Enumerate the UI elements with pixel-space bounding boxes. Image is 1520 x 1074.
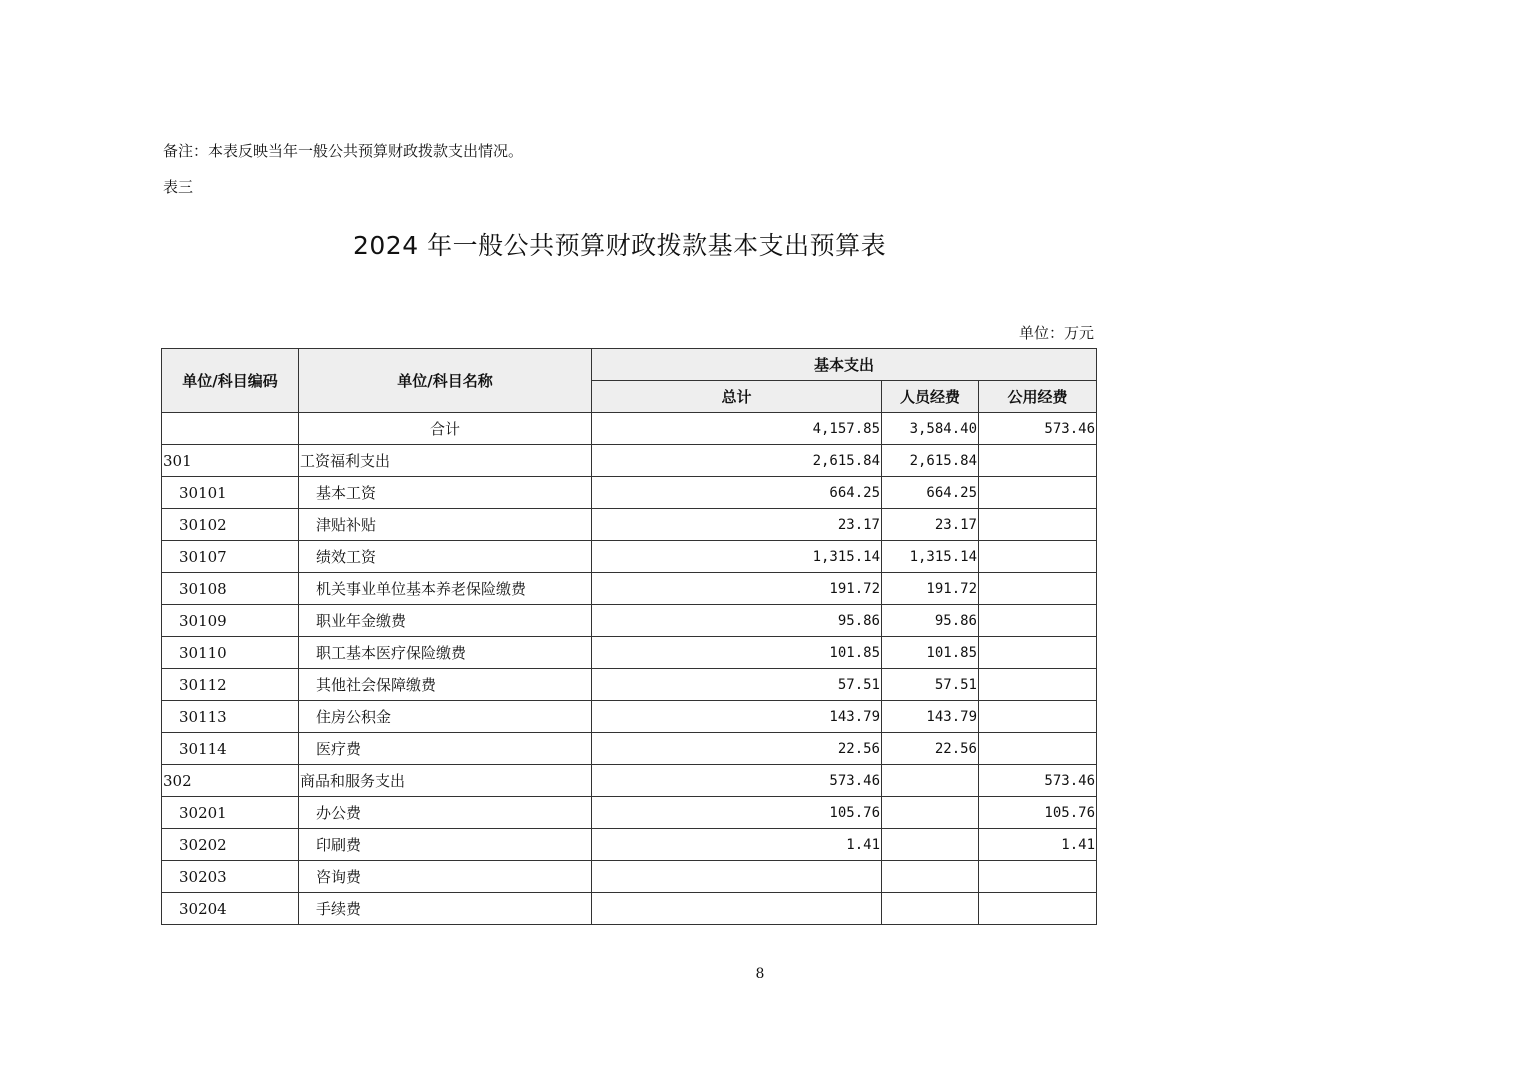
public-cell xyxy=(979,669,1097,701)
name-cell: 住房公积金 xyxy=(299,701,592,733)
table-row xyxy=(162,797,1097,829)
total-code-cell xyxy=(162,413,299,445)
name-cell: 医疗费 xyxy=(299,733,592,765)
total-cell: 95.86 xyxy=(592,605,882,637)
code-cell: 301 xyxy=(162,445,299,477)
public-cell xyxy=(979,541,1097,573)
total-cell: 22.56 xyxy=(592,733,882,765)
total-cell: 573.46 xyxy=(592,765,882,797)
table-row xyxy=(162,445,1097,477)
public-cell xyxy=(979,573,1097,605)
code-cell: 30107 xyxy=(162,541,299,573)
name-cell: 工资福利支出 xyxy=(299,445,592,477)
code-cell: 30203 xyxy=(162,861,299,893)
public-cell xyxy=(979,509,1097,541)
table-row xyxy=(162,477,1097,509)
personnel-cell xyxy=(882,893,979,925)
personnel-cell xyxy=(882,829,979,861)
code-cell: 30201 xyxy=(162,797,299,829)
total-cell: 23.17 xyxy=(592,509,882,541)
table-row xyxy=(162,861,1097,893)
table-row xyxy=(162,701,1097,733)
code-cell: 302 xyxy=(162,765,299,797)
personnel-cell: 664.25 xyxy=(882,477,979,509)
table-row xyxy=(162,669,1097,701)
table-row xyxy=(162,829,1097,861)
total-name-cell: 合计 xyxy=(299,413,592,445)
personnel-cell: 95.86 xyxy=(882,605,979,637)
personnel-cell: 57.51 xyxy=(882,669,979,701)
table-row xyxy=(162,509,1097,541)
public-cell: 1.41 xyxy=(979,829,1097,861)
name-cell: 商品和服务支出 xyxy=(299,765,592,797)
total-cell xyxy=(592,893,882,925)
total-personnel-cell: 3,584.40 xyxy=(882,413,979,445)
total-cell: 191.72 xyxy=(592,573,882,605)
page-number: 8 xyxy=(755,966,765,982)
public-cell xyxy=(979,477,1097,509)
code-cell: 30114 xyxy=(162,733,299,765)
page-title: 2024 年一般公共预算财政拨款基本支出预算表 xyxy=(353,231,887,260)
code-cell: 30110 xyxy=(162,637,299,669)
total-cell: 1,315.14 xyxy=(592,541,882,573)
table-row xyxy=(162,893,1097,925)
header-name: 单位/科目名称 xyxy=(299,349,592,413)
code-cell: 30109 xyxy=(162,605,299,637)
name-cell: 津贴补贴 xyxy=(299,509,592,541)
table-row xyxy=(162,637,1097,669)
code-cell: 30204 xyxy=(162,893,299,925)
name-cell: 绩效工资 xyxy=(299,541,592,573)
total-cell: 2,615.84 xyxy=(592,445,882,477)
total-cell: 143.79 xyxy=(592,701,882,733)
name-cell: 职工基本医疗保险缴费 xyxy=(299,637,592,669)
code-cell: 30102 xyxy=(162,509,299,541)
header-public: 公用经费 xyxy=(979,381,1097,413)
total-cell: 57.51 xyxy=(592,669,882,701)
personnel-cell: 143.79 xyxy=(882,701,979,733)
table-row xyxy=(162,605,1097,637)
code-cell: 30108 xyxy=(162,573,299,605)
table-row xyxy=(162,541,1097,573)
name-cell: 手续费 xyxy=(299,893,592,925)
personnel-cell: 23.17 xyxy=(882,509,979,541)
header-total: 总计 xyxy=(592,381,882,413)
total-row xyxy=(162,413,1097,445)
remark-note: 备注：本表反映当年一般公共预算财政拨款支出情况。 xyxy=(163,142,524,160)
personnel-cell: 101.85 xyxy=(882,637,979,669)
public-cell xyxy=(979,733,1097,765)
public-cell: 573.46 xyxy=(979,765,1097,797)
personnel-cell: 2,615.84 xyxy=(882,445,979,477)
personnel-cell xyxy=(882,797,979,829)
total-cell: 1.41 xyxy=(592,829,882,861)
name-cell: 印刷费 xyxy=(299,829,592,861)
code-cell: 30202 xyxy=(162,829,299,861)
total-cell: 664.25 xyxy=(592,477,882,509)
public-cell xyxy=(979,893,1097,925)
public-cell xyxy=(979,701,1097,733)
personnel-cell xyxy=(882,765,979,797)
name-cell: 职业年金缴费 xyxy=(299,605,592,637)
table-label: 表三 xyxy=(163,178,194,196)
code-cell: 30112 xyxy=(162,669,299,701)
code-cell: 30101 xyxy=(162,477,299,509)
table-row xyxy=(162,765,1097,797)
name-cell: 办公费 xyxy=(299,797,592,829)
total-cell xyxy=(592,861,882,893)
public-cell: 105.76 xyxy=(979,797,1097,829)
total-cell: 105.76 xyxy=(592,797,882,829)
unit-label: 单位：万元 xyxy=(1018,324,1094,342)
table-row xyxy=(162,733,1097,765)
name-cell: 基本工资 xyxy=(299,477,592,509)
header-personnel: 人员经费 xyxy=(882,381,979,413)
personnel-cell: 1,315.14 xyxy=(882,541,979,573)
total-cell: 101.85 xyxy=(592,637,882,669)
name-cell: 咨询费 xyxy=(299,861,592,893)
code-cell: 30113 xyxy=(162,701,299,733)
name-cell: 其他社会保障缴费 xyxy=(299,669,592,701)
public-cell xyxy=(979,445,1097,477)
public-cell xyxy=(979,861,1097,893)
header-code: 单位/科目编码 xyxy=(162,349,299,413)
total-public-cell: 573.46 xyxy=(979,413,1097,445)
name-cell: 机关事业单位基本养老保险缴费 xyxy=(299,573,592,605)
header-basic-expenditure: 基本支出 xyxy=(592,349,1097,381)
table-row xyxy=(162,573,1097,605)
public-cell xyxy=(979,637,1097,669)
total-total-cell: 4,157.85 xyxy=(592,413,882,445)
personnel-cell: 191.72 xyxy=(882,573,979,605)
personnel-cell xyxy=(882,861,979,893)
public-cell xyxy=(979,605,1097,637)
personnel-cell: 22.56 xyxy=(882,733,979,765)
budget-table xyxy=(161,348,1097,925)
